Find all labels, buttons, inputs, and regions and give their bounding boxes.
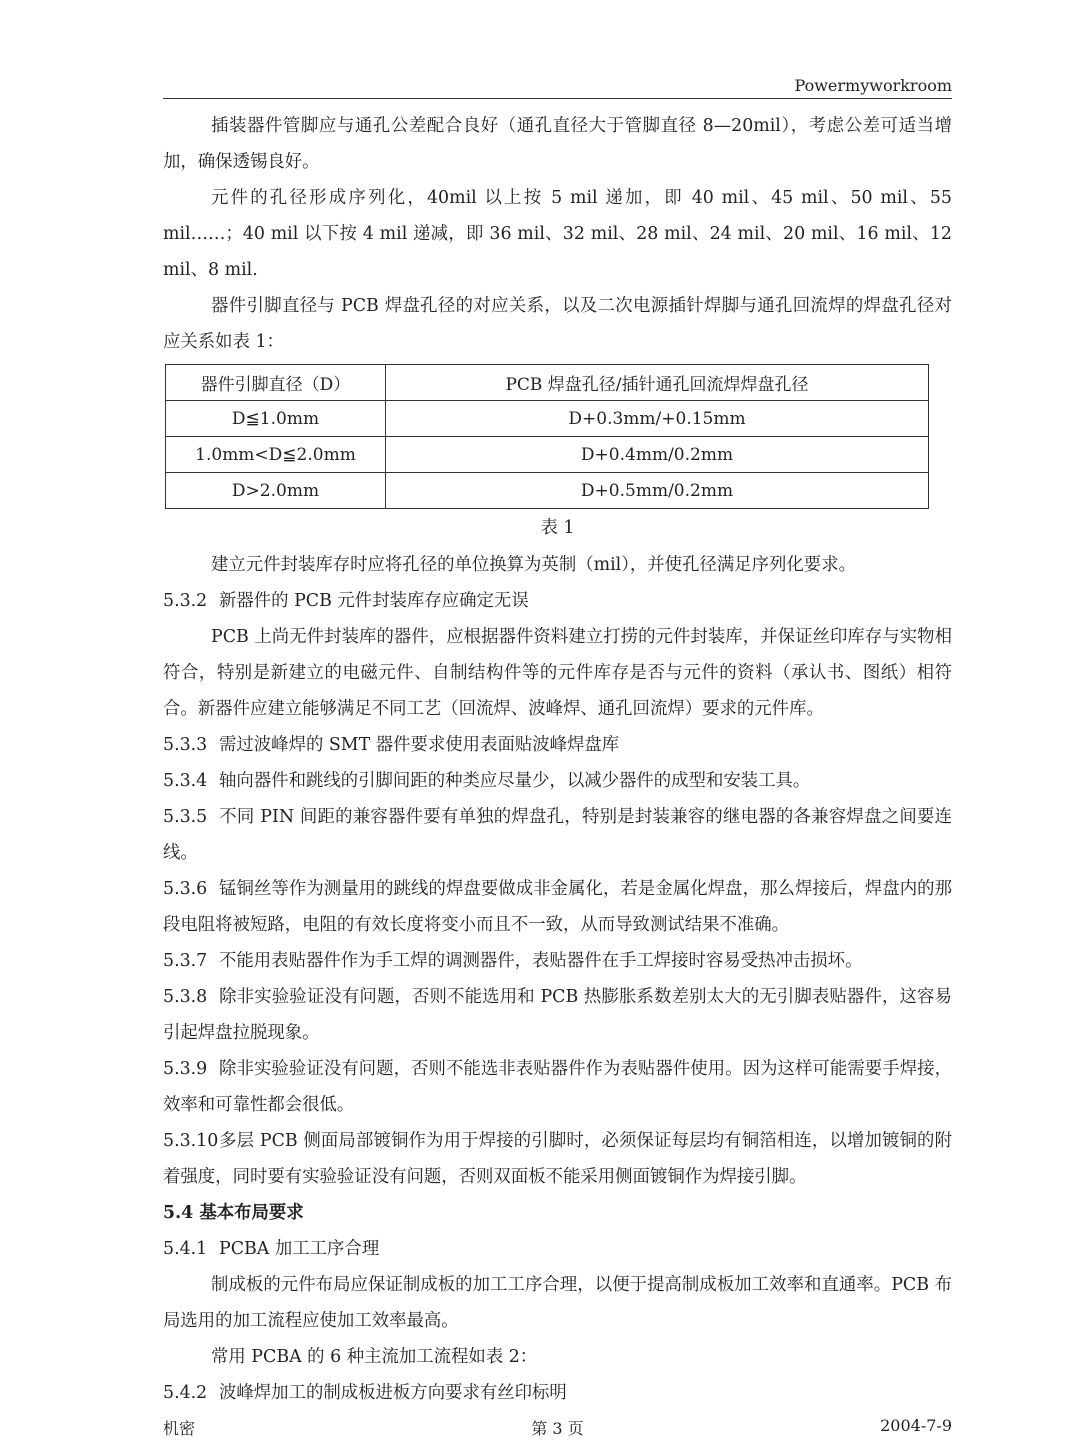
section-5-4-heading xyxy=(163,1195,952,1231)
paragraph-imperial-units: 建立元件封装库存时应将孔径的单位换算为英制（mil），并使孔径满足序列化要求。 xyxy=(211,555,856,575)
section-5-3-6 xyxy=(163,871,952,943)
section-5-3-8 xyxy=(163,979,952,1051)
section-5-4-2 xyxy=(163,1375,952,1411)
section-5-3-3 xyxy=(163,727,952,763)
table-cell: D+0.5mm/0.2mm xyxy=(386,473,929,509)
table-cell: 1.0mm<D≦2.0mm xyxy=(166,437,386,473)
section-title: 新器件的 PCB 元件封装库存应确定无误 xyxy=(219,591,529,611)
paragraph-process-order: 制成板的元件布局应保证制成板的加工工序合理，以便于提高制成板加工效率和直通率。PCB 布局选用的加工流程应使加工效率最高。 xyxy=(163,1275,952,1331)
section-text: 多层 PCB 侧面局部镀铜作为用于焊接的引脚时，必须保证每层均有铜箔相连，以增加镀铜的附着强度，同时要有实验验证没有问题，否则双面板不能采用侧面镀铜作为焊接引脚。 xyxy=(163,1131,952,1187)
section-number: 5.3.9 xyxy=(163,1059,208,1079)
hole-size-table xyxy=(165,364,929,509)
table-cell: D>2.0mm xyxy=(166,473,386,509)
footer-confidential: 机密 xyxy=(163,1419,196,1438)
section-number: 5.3.5 xyxy=(163,807,208,827)
section-5-3-2 xyxy=(163,583,952,619)
section-5-4-1 xyxy=(163,1231,952,1267)
section-number: 5.4.1 xyxy=(163,1239,208,1259)
section-text: 需过波峰焊的 SMT 器件要求使用表面贴波峰焊盘库 xyxy=(219,735,620,755)
paragraph-pin-tolerance: 插装器件管脚应与通孔公差配合良好（通孔直径大于管脚直径 8—20mil），考虑公差可适当增加，确保透锡良好。 xyxy=(163,116,952,172)
footer-date: 2004-7-9 xyxy=(880,1416,952,1435)
section-number: 5.3.2 xyxy=(163,591,208,611)
section-number: 5.3.4 xyxy=(163,771,208,791)
section-number: 5.3.8 xyxy=(163,987,208,1007)
section-title: 波峰焊加工的制成板进板方向要求有丝印标明 xyxy=(219,1383,567,1403)
section-text: 除非实验验证没有问题，否则不能选非表贴器件作为表贴器件使用。因为这样可能需要手焊接，效率和可靠性都会很低。 xyxy=(163,1059,952,1115)
section-number: 5.3.6 xyxy=(163,879,208,899)
section-title: PCBA 加工工序合理 xyxy=(219,1239,380,1259)
table-header-cell: PCB 焊盘孔径/插针通孔回流焊焊盘孔径 xyxy=(386,365,929,401)
section-number: 5.3.7 xyxy=(163,951,208,971)
paragraph-main-processes: 常用 PCBA 的 6 种主流加工流程如表 2： xyxy=(211,1347,538,1367)
table-header-row xyxy=(166,365,929,401)
page-content xyxy=(163,108,952,1411)
section-5-3-9 xyxy=(163,1051,952,1123)
table-header-cell: 器件引脚直径（D） xyxy=(166,365,386,401)
section-number: 5.3.10 xyxy=(163,1131,219,1151)
section-text: 不同 PIN 间距的兼容器件要有单独的焊盘孔，特别是封装兼容的继电器的各兼容焊盘之间要连线。 xyxy=(163,807,952,863)
table-cell: D≦1.0mm xyxy=(166,401,386,437)
section-text: 不能用表贴器件作为手工焊的调测器件，表贴器件在手工焊接时容易受热冲击损坏。 xyxy=(219,951,863,971)
table-row xyxy=(166,473,929,509)
table-caption: 表 1 xyxy=(540,518,575,538)
section-text: 除非实验验证没有问题，否则不能选用和 PCB 热膨胀系数差别太大的无引脚表贴器件，这容易引起焊盘拉脱现象。 xyxy=(163,987,952,1043)
header-rule xyxy=(163,98,952,99)
section-5-3-7 xyxy=(163,943,952,979)
paragraph-table-intro: 器件引脚直径与 PCB 焊盘孔径的对应关系，以及二次电源插针焊脚与通孔回流焊的焊盘孔径对应关系如表 1： xyxy=(163,296,952,352)
section-number: 5.4.2 xyxy=(163,1383,208,1403)
section-5-3-4 xyxy=(163,763,952,799)
table-cell: D+0.4mm/0.2mm xyxy=(386,437,929,473)
table-row xyxy=(166,401,929,437)
header-brand: Powermyworkroom xyxy=(794,76,952,95)
section-text: 轴向器件和跳线的引脚间距的种类应尽量少，以减少器件的成型和安装工具。 xyxy=(219,771,811,791)
section-number: 5.3.3 xyxy=(163,735,208,755)
table-row xyxy=(166,437,929,473)
section-title: 基本布局要求 xyxy=(199,1203,304,1223)
section-text: 锰铜丝等作为测量用的跳线的焊盘要做成非金属化，若是金属化焊盘，那么焊接后，焊盘内的那段电阻将被短路，电阻的有效长度将变小而且不一致，从而导致测试结果不准确。 xyxy=(163,879,952,935)
footer-page-number: 第 3 页 xyxy=(531,1419,584,1438)
paragraph-hole-series: 元件的孔径形成序列化，40mil 以上按 5 mil 递加，即 40 mil、45 mil、50 mil、55 mil……；40 mil 以下按 4 mil 递减，即 36 mil、32 mil、28 mil、24 mil、20 mil、16 mil、12 mil、8 mil. xyxy=(163,188,952,280)
section-number: 5.4 xyxy=(163,1203,194,1223)
section-5-3-10 xyxy=(163,1123,952,1195)
paragraph-new-footprint: PCB 上尚无件封装库的器件，应根据器件资料建立打捞的元件封装库，并保证丝印库存与实物相符合，特别是新建立的电磁元件、自制结构件等的元件库存是否与元件的资料（承认书、图纸）相符合。新器件应建立能够满足不同工艺（回流焊、波峰焊、通孔回流焊）要求的元件库。 xyxy=(163,627,952,719)
section-5-3-5 xyxy=(163,799,952,871)
table-cell: D+0.3mm/+0.15mm xyxy=(386,401,929,437)
